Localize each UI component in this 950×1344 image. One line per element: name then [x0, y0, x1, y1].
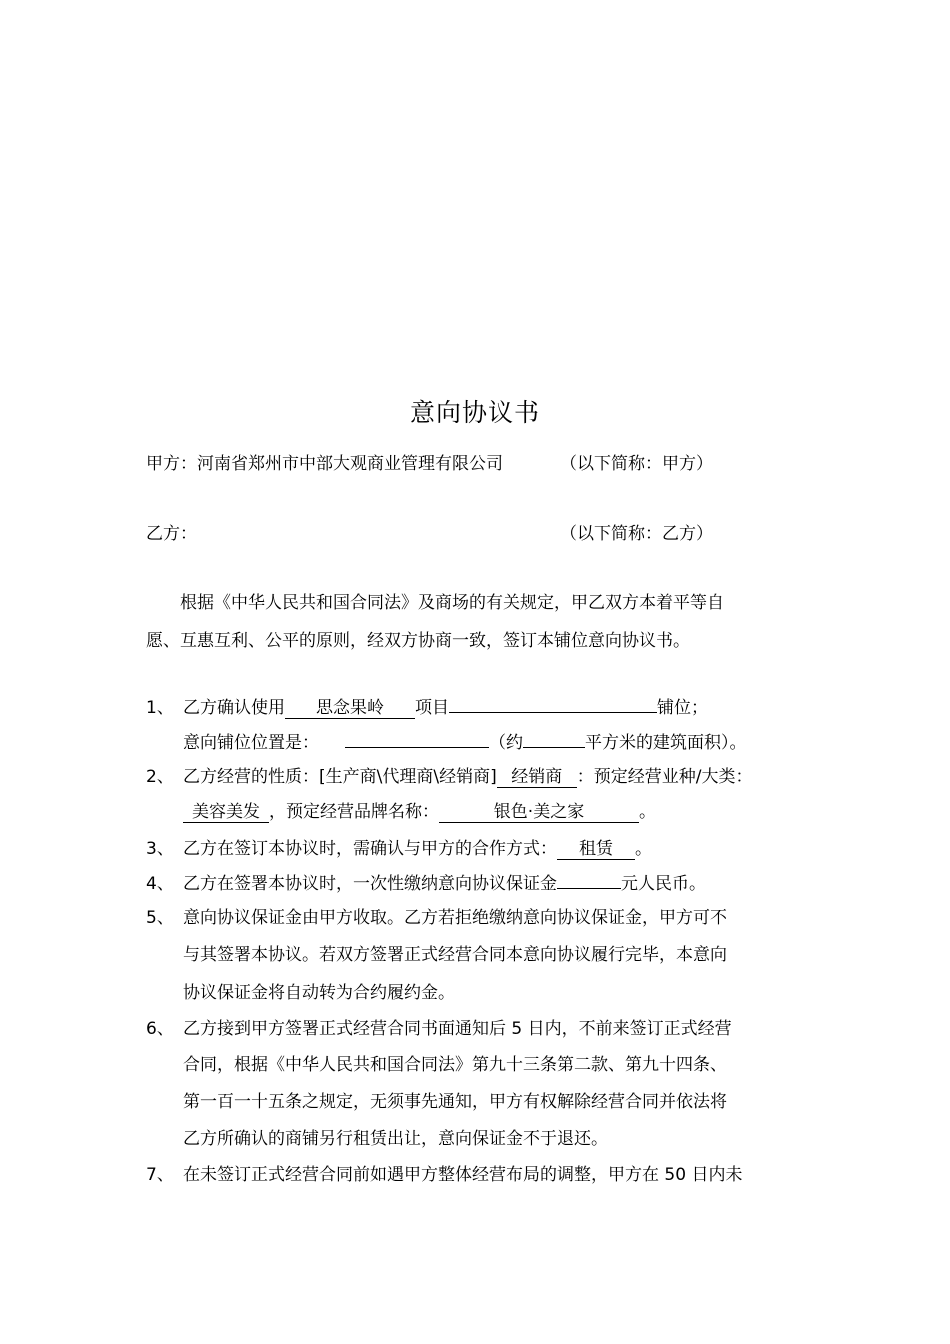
clause-3-line	[183, 837, 652, 861]
clause-2-number: 2、	[146, 767, 174, 787]
clause-1-text: 乙方确认使用	[183, 698, 285, 718]
cooperation-suffix: 。	[635, 839, 652, 859]
cooperation-label: 乙方在签订本协议时，需确认与甲方的合作方式：	[183, 839, 557, 859]
category-label: ：预定经营业种/大类：	[576, 767, 753, 787]
nature-label: 乙方经营的性质：[生产商\代理商\经销商]	[183, 767, 497, 787]
clause-3-number: 3、	[146, 839, 174, 859]
clause-6-line-1: 乙方接到甲方签署正式经营合同书面通知后 5 日内，不前来签订正式经营	[183, 1019, 732, 1039]
brand-suffix: 。	[639, 802, 656, 822]
project-name-field: 思念果岭	[285, 698, 415, 719]
clause-1-number: 1、	[146, 698, 174, 718]
clause-5-line-3: 协议保证金将自动转为合约履约金。	[183, 983, 455, 1003]
clause-4-line	[183, 872, 706, 896]
cooperation-mode-field: 租赁	[557, 839, 635, 860]
unit-number-blank	[449, 712, 657, 713]
deposit-label: 乙方在签署本协议时，一次性缴纳意向协议保证金	[183, 874, 557, 894]
preamble-line-2: 愿、互惠互利、公平的原则，经双方协商一致，签订本铺位意向协议书。	[146, 631, 690, 651]
brand-label: ，预定经营品牌名称：	[269, 802, 439, 822]
document-title: 意向协议书	[409, 398, 540, 427]
area-prefix: （约	[489, 733, 523, 753]
deposit-suffix: 元人民币。	[621, 874, 706, 894]
party-a-line	[146, 452, 503, 476]
clause-6-line-4: 乙方所确认的商铺另行租赁出让，意向保证金不于退还。	[183, 1129, 608, 1149]
clause-1-unit-label: 铺位；	[657, 698, 708, 718]
deposit-amount-blank	[557, 888, 621, 889]
nature-field: 经销商	[497, 767, 577, 788]
clause-5-line-1: 意向协议保证金由甲方收取。乙方若拒绝缴纳意向协议保证金，甲方可不	[183, 908, 727, 928]
clause-1-project-label: 项目	[415, 698, 449, 718]
location-label: 意向铺位位置是：	[183, 733, 319, 753]
clause-2-line-2	[183, 800, 656, 824]
area-blank	[523, 747, 585, 748]
clause-7-number: 7、	[146, 1165, 174, 1185]
brand-field: 银色·美之家	[439, 802, 639, 823]
preamble-line-1: 根据《中华人民共和国合同法》及商场的有关规定，甲乙双方本着平等自	[180, 593, 724, 613]
clause-2-line-1	[183, 765, 752, 789]
party-a-label: 甲方：	[146, 454, 197, 474]
clause-6-number: 6、	[146, 1019, 174, 1039]
location-blank	[345, 747, 489, 748]
area-suffix: 平方米的建筑面积）。	[585, 733, 747, 753]
clause-1-line-2	[183, 731, 747, 755]
clause-5-number: 5、	[146, 908, 174, 928]
party-b-alias: （以下简称：乙方）	[560, 524, 713, 544]
clause-6-line-2: 合同，根据《中华人民共和国合同法》第九十三条第二款、第九十四条、	[183, 1055, 727, 1075]
clause-4-number: 4、	[146, 874, 174, 894]
category-field: 美容美发	[183, 802, 269, 823]
clause-7-line-1: 在未签订正式经营合同前如遇甲方整体经营布局的调整，甲方在 50 日内未	[183, 1165, 743, 1185]
party-a-alias: （以下简称：甲方）	[560, 454, 713, 474]
clause-5-line-2: 与其签署本协议。若双方签署正式经营合同本意向协议履行完毕，本意向	[183, 945, 727, 965]
clause-1-line-1	[183, 696, 708, 720]
party-b-label: 乙方：	[146, 524, 197, 544]
clause-6-line-3: 第一百一十五条之规定，无须事先通知，甲方有权解除经营合同并依法将	[183, 1092, 727, 1112]
party-a-name: 河南省郑州市中部大观商业管理有限公司	[197, 454, 503, 474]
